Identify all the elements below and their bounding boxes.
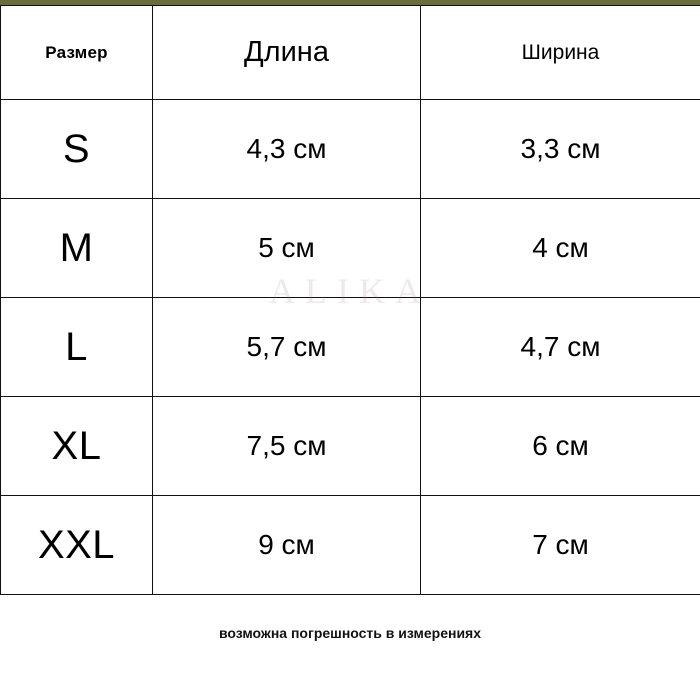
cell-width: 6 см xyxy=(421,397,700,496)
cell-length: 7,5 см xyxy=(153,397,421,496)
cell-size: M xyxy=(1,199,153,298)
cell-length: 4,3 см xyxy=(153,100,421,199)
cell-size: XXL xyxy=(1,496,153,595)
cell-width: 7 см xyxy=(421,496,700,595)
size-table xyxy=(0,5,700,595)
header-size: Размер xyxy=(1,6,153,100)
cell-width: 3,3 см xyxy=(421,100,700,199)
cell-width: 4,7 см xyxy=(421,298,700,397)
cell-length: 5,7 см xyxy=(153,298,421,397)
size-table-container xyxy=(0,5,700,595)
watermark-text: ALIKA xyxy=(269,271,431,311)
table-row xyxy=(1,100,700,199)
table-header-row xyxy=(1,6,700,100)
table-row xyxy=(1,397,700,496)
cell-length: 9 см xyxy=(153,496,421,595)
cell-size: L xyxy=(1,298,153,397)
cell-length: 5 см xyxy=(153,199,421,298)
cell-size: S xyxy=(1,100,153,199)
table-row xyxy=(1,496,700,595)
header-width: Ширина xyxy=(421,6,700,100)
table-row xyxy=(1,298,700,397)
cell-size: XL xyxy=(1,397,153,496)
measurement-disclaimer: возможна погрешность в измерениях xyxy=(218,625,481,641)
header-length: Длина xyxy=(153,6,421,100)
table-row xyxy=(1,199,700,298)
cell-width: 4 см xyxy=(421,199,700,298)
